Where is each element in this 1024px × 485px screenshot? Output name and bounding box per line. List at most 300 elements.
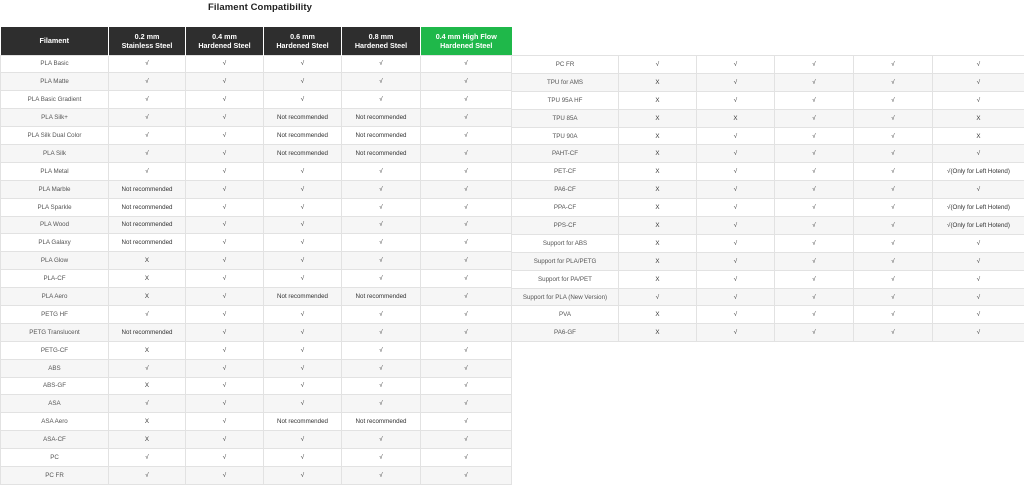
compatibility-cell: √ (421, 109, 512, 127)
filament-name-cell: Support for PLA (New Version) (512, 288, 619, 306)
header-nozzle-4-highlighted (421, 27, 512, 55)
compatibility-cell: Not recommended (109, 216, 186, 234)
filament-name-cell: ASA-CF (1, 431, 109, 449)
compatibility-cell: √ (775, 199, 854, 217)
compatibility-cell: √ (854, 73, 933, 91)
compatibility-cell: √ (264, 91, 342, 109)
compatibility-cell: √ (775, 217, 854, 235)
compatibility-cell: √ (342, 55, 421, 73)
compatibility-cell: X (109, 270, 186, 288)
compatibility-cell: √ (186, 180, 264, 198)
filament-name-cell: PC (1, 449, 109, 467)
header-row (1, 27, 512, 55)
filament-name-cell: PLA Matte (1, 73, 109, 91)
compatibility-cell: √ (186, 413, 264, 431)
nozzle-size: 0.8 mm (369, 32, 394, 41)
filament-name-cell: PLA Basic (1, 55, 109, 73)
compatibility-cell: √ (109, 466, 186, 484)
table-row (1, 449, 512, 467)
nozzle-material: Hardened Steel (355, 41, 407, 50)
compatibility-cell: √ (697, 288, 775, 306)
compatibility-cell: √ (421, 377, 512, 395)
compatibility-cell: √ (421, 395, 512, 413)
compatibility-cell: √ (342, 466, 421, 484)
filament-name-cell: PLA Silk Dual Color (1, 127, 109, 145)
compatibility-cell: √ (342, 395, 421, 413)
table-row (1, 288, 512, 306)
compatibility-cell: √ (186, 270, 264, 288)
compatibility-cell: Not recommended (264, 288, 342, 306)
filament-name-cell: PLA Silk (1, 144, 109, 162)
table-row (512, 145, 1024, 163)
compatibility-cell: √ (186, 127, 264, 145)
table-row (512, 163, 1024, 181)
compatibility-cell: √ (854, 324, 933, 342)
compatibility-cell: √ (186, 449, 264, 467)
compatibility-cell: √ (933, 73, 1024, 91)
filament-name-cell: TPU 85A (512, 109, 619, 127)
compatibility-cell: √ (264, 449, 342, 467)
compatibility-cell: √ (775, 145, 854, 163)
compatibility-cell: √ (264, 55, 342, 73)
compatibility-cell: √ (186, 73, 264, 91)
compatibility-cell: X (697, 109, 775, 127)
compatibility-cell: √ (933, 270, 1024, 288)
compatibility-cell: √ (697, 234, 775, 252)
compatibility-cell: √ (109, 144, 186, 162)
compatibility-cell: X (933, 109, 1024, 127)
header-nozzle-3 (342, 27, 421, 55)
table-row (1, 216, 512, 234)
compatibility-cell: √ (697, 91, 775, 109)
compatibility-cell: X (619, 181, 697, 199)
compatibility-cell: √ (109, 91, 186, 109)
filament-name-cell: ASA (1, 395, 109, 413)
filament-name-cell: PC FR (512, 56, 619, 74)
compatibility-cell: √ (697, 73, 775, 91)
compatibility-cell: √ (619, 288, 697, 306)
compatibility-cell: √ (186, 359, 264, 377)
compatibility-cell: √ (186, 288, 264, 306)
filament-name-cell: Support for PLA/PETG (512, 252, 619, 270)
compatibility-cell: √ (186, 252, 264, 270)
compatibility-table-left (0, 27, 512, 485)
filament-name-cell: PLA Sparkle (1, 198, 109, 216)
compatibility-cell: √ (421, 270, 512, 288)
table-row (1, 144, 512, 162)
compatibility-cell: √(Only for Left Hotend) (933, 199, 1024, 217)
compatibility-cell: √ (109, 109, 186, 127)
compatibility-cell: X (619, 324, 697, 342)
compatibility-cell: √ (775, 56, 854, 74)
compatibility-cell: Not recommended (264, 127, 342, 145)
compatibility-cell: √ (421, 288, 512, 306)
table-row (1, 323, 512, 341)
compatibility-cell: √ (775, 181, 854, 199)
filament-name-cell: PETG Translucent (1, 323, 109, 341)
compatibility-cell: √ (775, 234, 854, 252)
compatibility-table-right (511, 55, 1024, 342)
compatibility-cell: Not recommended (264, 413, 342, 431)
filament-name-cell: PLA Galaxy (1, 234, 109, 252)
compatibility-cell: √ (342, 431, 421, 449)
nozzle-material: Hardened Steel (276, 41, 328, 50)
nozzle-material: Hardened Steel (198, 41, 250, 50)
nozzle-size: 0.2 mm (135, 32, 160, 41)
compatibility-cell: √ (854, 163, 933, 181)
table-row (1, 127, 512, 145)
table-row (1, 466, 512, 484)
compatibility-cell: √ (421, 216, 512, 234)
compatibility-cell: √ (697, 145, 775, 163)
table-row (512, 199, 1024, 217)
compatibility-cell: √ (342, 252, 421, 270)
compatibility-cell: √ (854, 270, 933, 288)
compatibility-cell: √ (854, 181, 933, 199)
compatibility-cell: √ (342, 162, 421, 180)
table-row (512, 56, 1024, 74)
compatibility-cell: √ (109, 449, 186, 467)
filament-name-cell: PA6-GF (512, 324, 619, 342)
table-row (512, 181, 1024, 199)
compatibility-cell: √ (697, 270, 775, 288)
compatibility-cell: √ (186, 91, 264, 109)
compatibility-cell: √ (264, 198, 342, 216)
compatibility-cell: X (109, 341, 186, 359)
compatibility-cell: √ (421, 359, 512, 377)
filament-name-cell: PPS-CF (512, 217, 619, 235)
compatibility-cell: √ (775, 270, 854, 288)
compatibility-cell: Not recommended (109, 234, 186, 252)
compatibility-cell: √ (421, 305, 512, 323)
compatibility-cell: Not recommended (109, 198, 186, 216)
compatibility-cell: √ (697, 181, 775, 199)
header-filament: Filament (1, 27, 109, 55)
filament-name-cell: TPU for AMS (512, 73, 619, 91)
filament-name-cell: PLA Basic Gradient (1, 91, 109, 109)
compatibility-cell: √ (775, 324, 854, 342)
compatibility-cell: X (619, 163, 697, 181)
table-row (1, 55, 512, 73)
table-row (512, 324, 1024, 342)
table-row (1, 431, 512, 449)
compatibility-cell: √ (775, 288, 854, 306)
compatibility-cell: √ (109, 73, 186, 91)
filament-name-cell: PAHT-CF (512, 145, 619, 163)
table-row (512, 270, 1024, 288)
compatibility-cell: √ (342, 359, 421, 377)
compatibility-cell: √ (186, 234, 264, 252)
compatibility-cell: √ (697, 252, 775, 270)
compatibility-cell: √ (342, 270, 421, 288)
compatibility-cell: X (619, 73, 697, 91)
table-row (1, 180, 512, 198)
compatibility-cell: √ (342, 73, 421, 91)
compatibility-cell: X (109, 288, 186, 306)
compatibility-cell: √ (186, 466, 264, 484)
compatibility-cell: √ (775, 109, 854, 127)
filament-name-cell: ABS-GF (1, 377, 109, 395)
compatibility-cell: X (619, 91, 697, 109)
compatibility-cell: √ (933, 252, 1024, 270)
table-row (1, 109, 512, 127)
table-row (512, 73, 1024, 91)
header-nozzle-1 (186, 27, 264, 55)
nozzle-material: Hardened Steel (440, 41, 492, 50)
compatibility-cell: √ (421, 341, 512, 359)
compatibility-cell: √ (854, 56, 933, 74)
compatibility-cell: X (619, 145, 697, 163)
filament-name-cell: PLA Aero (1, 288, 109, 306)
filament-name-cell: PETG HF (1, 305, 109, 323)
compatibility-cell: √ (186, 109, 264, 127)
compatibility-cell: √ (264, 359, 342, 377)
compatibility-cell: √ (109, 55, 186, 73)
table-row (1, 341, 512, 359)
table-row (1, 252, 512, 270)
compatibility-cell: √(Only for Left Hotend) (933, 163, 1024, 181)
compatibility-cell: √ (619, 56, 697, 74)
table-row (1, 91, 512, 109)
table-row (512, 306, 1024, 324)
compatibility-cell: √ (421, 431, 512, 449)
compatibility-cell: √ (109, 305, 186, 323)
compatibility-cell: √ (854, 217, 933, 235)
compatibility-cell: Not recommended (342, 109, 421, 127)
compatibility-cell: √(Only for Left Hotend) (933, 217, 1024, 235)
table-row (512, 127, 1024, 145)
compatibility-cell: √ (421, 180, 512, 198)
compatibility-cell: √ (186, 341, 264, 359)
compatibility-cell: √ (421, 198, 512, 216)
compatibility-cell: √ (697, 163, 775, 181)
compatibility-cell: √ (421, 73, 512, 91)
table-row (1, 395, 512, 413)
compatibility-cell: √ (421, 252, 512, 270)
compatibility-cell: X (109, 413, 186, 431)
compatibility-cell: Not recommended (264, 144, 342, 162)
compatibility-cell: Not recommended (264, 109, 342, 127)
filament-name-cell: PA6-CF (512, 181, 619, 199)
compatibility-cell: √ (264, 341, 342, 359)
compatibility-cell: X (109, 377, 186, 395)
page-title: Filament Compatibility (208, 2, 312, 13)
header-nozzle-2 (264, 27, 342, 55)
compatibility-cell: √ (342, 216, 421, 234)
compatibility-cell: √ (342, 91, 421, 109)
compatibility-cell: √ (854, 127, 933, 145)
filament-name-cell: PET-CF (512, 163, 619, 181)
compatibility-cell: Not recommended (342, 413, 421, 431)
compatibility-cell: X (109, 431, 186, 449)
compatibility-cell: √ (264, 431, 342, 449)
compatibility-cell: √ (421, 234, 512, 252)
table-row (1, 198, 512, 216)
compatibility-cell: √ (186, 305, 264, 323)
filament-name-cell: TPU 90A (512, 127, 619, 145)
compatibility-cell: √ (421, 466, 512, 484)
filament-name-cell: Support for ABS (512, 234, 619, 252)
compatibility-cell: √ (186, 144, 264, 162)
compatibility-cell: √ (854, 91, 933, 109)
compatibility-cell: √ (186, 198, 264, 216)
nozzle-size: 0.4 mm (212, 32, 237, 41)
table-row (1, 305, 512, 323)
compatibility-cell: √ (933, 288, 1024, 306)
compatibility-cell: √ (697, 324, 775, 342)
table-row (512, 109, 1024, 127)
compatibility-cell: X (619, 234, 697, 252)
compatibility-cell: √ (264, 270, 342, 288)
compatibility-cell: √ (854, 145, 933, 163)
compatibility-cell: X (619, 306, 697, 324)
compatibility-cell: X (619, 127, 697, 145)
compatibility-cell: √ (421, 162, 512, 180)
filament-name-cell: PLA Metal (1, 162, 109, 180)
compatibility-cell: √ (342, 341, 421, 359)
compatibility-cell: √ (264, 395, 342, 413)
compatibility-cell: √ (775, 306, 854, 324)
compatibility-cell: √ (264, 466, 342, 484)
compatibility-cell: √ (421, 91, 512, 109)
filament-name-cell: ASA Aero (1, 413, 109, 431)
compatibility-cell: √ (775, 127, 854, 145)
compatibility-cell: X (619, 252, 697, 270)
compatibility-cell: √ (264, 73, 342, 91)
compatibility-cell: √ (186, 162, 264, 180)
compatibility-cell: √ (342, 180, 421, 198)
compatibility-cell: √ (342, 377, 421, 395)
filament-name-cell: PVA (512, 306, 619, 324)
compatibility-cell: √ (342, 198, 421, 216)
filament-name-cell: PPA-CF (512, 199, 619, 217)
compatibility-cell: X (619, 199, 697, 217)
compatibility-cell: √ (109, 162, 186, 180)
table-row (1, 73, 512, 91)
compatibility-cell: Not recommended (109, 180, 186, 198)
compatibility-cell: √ (697, 56, 775, 74)
header-nozzle-0 (109, 27, 186, 55)
compatibility-cell: √ (697, 199, 775, 217)
compatibility-cell: √ (264, 162, 342, 180)
compatibility-cell: √ (933, 91, 1024, 109)
filament-name-cell: PLA-CF (1, 270, 109, 288)
compatibility-cell: √ (342, 323, 421, 341)
compatibility-cell: √ (186, 216, 264, 234)
compatibility-cell: Not recommended (342, 127, 421, 145)
compatibility-cell: √ (933, 234, 1024, 252)
compatibility-cell: X (933, 127, 1024, 145)
compatibility-cell: √ (421, 449, 512, 467)
table-row (512, 91, 1024, 109)
filament-name-cell: PLA Silk+ (1, 109, 109, 127)
compatibility-cell: √ (697, 217, 775, 235)
table-row (512, 234, 1024, 252)
compatibility-cell: X (109, 252, 186, 270)
compatibility-cell: √ (186, 431, 264, 449)
compatibility-cell: √ (342, 234, 421, 252)
compatibility-cell: √ (775, 73, 854, 91)
table-row (1, 359, 512, 377)
compatibility-cell: √ (421, 144, 512, 162)
compatibility-cell: √ (854, 199, 933, 217)
compatibility-cell: X (619, 270, 697, 288)
compatibility-cell: √ (854, 109, 933, 127)
table-row (1, 162, 512, 180)
compatibility-cell: X (619, 217, 697, 235)
compatibility-cell: √ (264, 323, 342, 341)
filament-name-cell: PLA Glow (1, 252, 109, 270)
compatibility-cell: √ (854, 306, 933, 324)
compatibility-cell: √ (264, 252, 342, 270)
compatibility-cell: √ (186, 377, 264, 395)
compatibility-cell: Not recommended (342, 144, 421, 162)
compatibility-cell: √ (342, 449, 421, 467)
filament-name-cell: ABS (1, 359, 109, 377)
compatibility-cell: √ (854, 252, 933, 270)
compatibility-cell: √ (264, 305, 342, 323)
filament-name-cell: PC FR (1, 466, 109, 484)
filament-name-cell: PETG-CF (1, 341, 109, 359)
nozzle-size: 0.6 mm (290, 32, 315, 41)
compatibility-cell: √ (421, 127, 512, 145)
compatibility-cell: Not recommended (342, 288, 421, 306)
nozzle-material: Stainless Steel (122, 41, 173, 50)
filament-name-cell: PLA Wood (1, 216, 109, 234)
compatibility-cell: √ (775, 163, 854, 181)
compatibility-cell: √ (342, 305, 421, 323)
compatibility-cell: √ (697, 127, 775, 145)
compatibility-cell: √ (933, 181, 1024, 199)
filament-name-cell: Support for PA/PET (512, 270, 619, 288)
table-row (512, 217, 1024, 235)
compatibility-cell: √ (933, 324, 1024, 342)
compatibility-cell: √ (109, 395, 186, 413)
compatibility-cell: √ (933, 306, 1024, 324)
table-row (512, 288, 1024, 306)
compatibility-cell: √ (775, 91, 854, 109)
compatibility-cell: √ (109, 359, 186, 377)
table-row (512, 252, 1024, 270)
compatibility-cell: √ (421, 323, 512, 341)
compatibility-cell: √ (109, 127, 186, 145)
compatibility-cell: √ (264, 377, 342, 395)
compatibility-cell: X (619, 109, 697, 127)
compatibility-cell: √ (264, 180, 342, 198)
compatibility-cell: √ (186, 323, 264, 341)
table-row (1, 234, 512, 252)
compatibility-cell: √ (933, 145, 1024, 163)
compatibility-cell: √ (854, 234, 933, 252)
compatibility-cell: Not recommended (109, 323, 186, 341)
compatibility-cell: √ (775, 252, 854, 270)
table-row (1, 413, 512, 431)
table-row (1, 270, 512, 288)
filament-name-cell: TPU 95A HF (512, 91, 619, 109)
compatibility-cell: √ (697, 306, 775, 324)
compatibility-cell: √ (854, 288, 933, 306)
table-row (1, 377, 512, 395)
filament-name-cell: PLA Marble (1, 180, 109, 198)
compatibility-cell: √ (186, 55, 264, 73)
compatibility-cell: √ (264, 216, 342, 234)
compatibility-cell: √ (421, 413, 512, 431)
compatibility-cell: √ (264, 234, 342, 252)
compatibility-cell: √ (186, 395, 264, 413)
compatibility-cell: √ (933, 56, 1024, 74)
compatibility-cell: √ (421, 55, 512, 73)
nozzle-size: 0.4 mm High Flow (436, 32, 497, 41)
